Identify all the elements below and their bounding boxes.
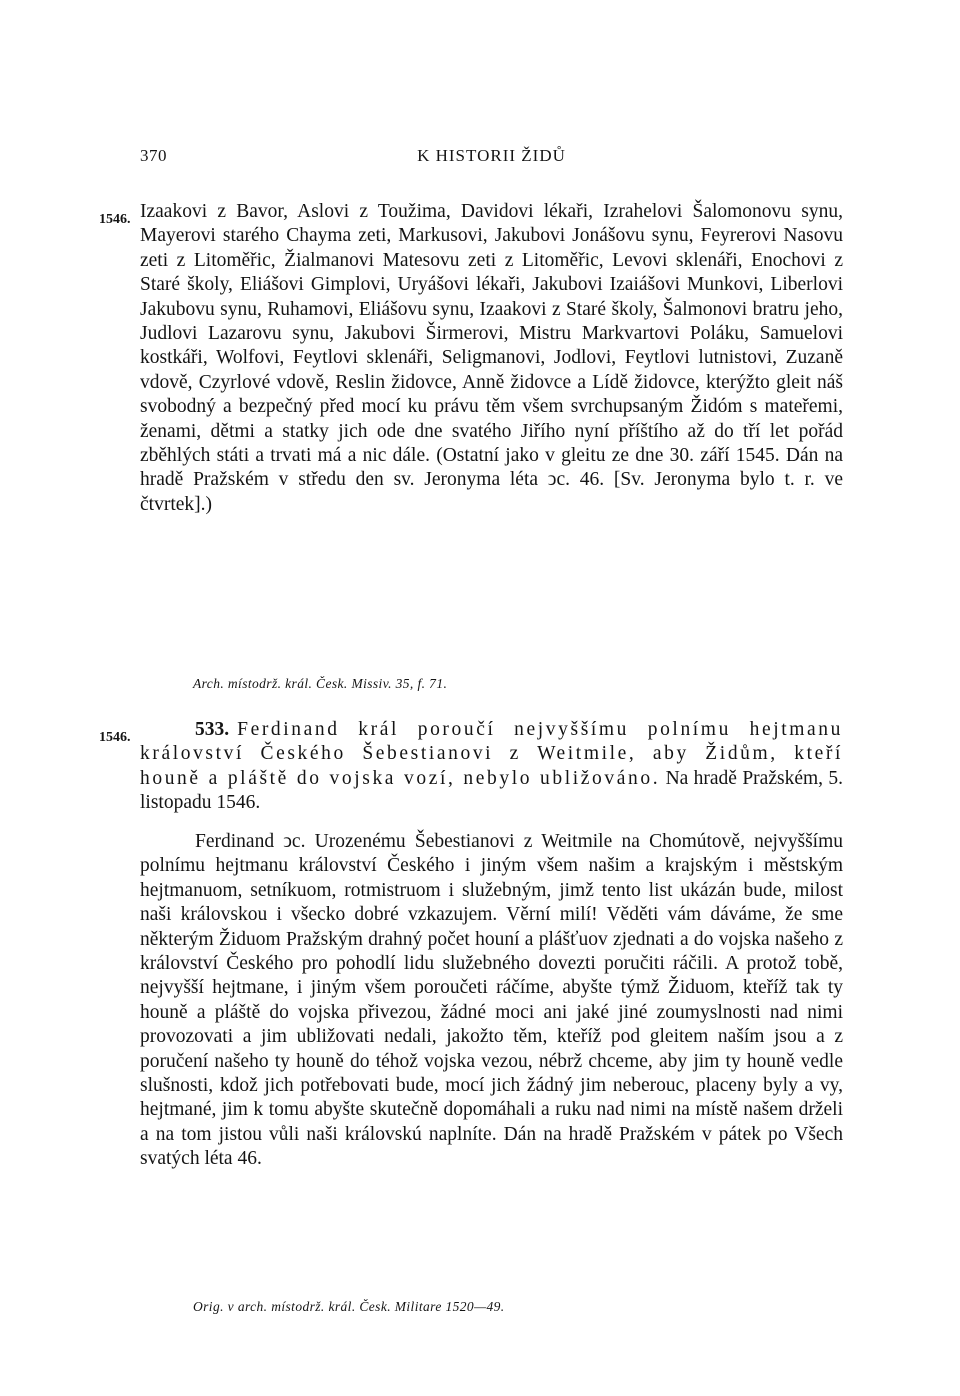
entry2-source: Orig. v arch. místodrž. král. Česk. Militare 1520—49. (193, 1299, 505, 1314)
document-title: Ferdinand král poroučí nejvyššímu polnímu hejtmanu království Českého Šebestianovi z Weitmile, aby Židům, kteří houně a pláště do vojska vozí, nebylo ubližováno. (140, 719, 843, 789)
entry2-body: Ferdinand ͻc. Urozenému Šebestianovi z Weitmile na Chomútově, nejvyššímu polnímu hejtmanu království Českého i jiným všem našim a krajským i městským hejtmanuom, setníkuom, rotmistruom i služebným, jimž tento list ukázán bude, milost naši královskou i všecko dobré vzkazujem. Věrní milí! Věděti vám dáváme, že sme některým Židuom Pražským drahný počet houní a plášťuov zjednati a do vojska našeho z království Českého pro pohodlí lidu služebného dovezti poručiti ráčili. A protož tobě, nejvyšší hejtmane, i jiným všem poroučeti ráčíme, abyšte týmž Židuom, kteříž tak ty houně a pláště do vojska přivezou, žádné moci ani jaké jiné zoumyslnosti nad nimi provozovati a jim ubližovati nedali, jakožto těm, kteříž pod gleitem naším jsou a z poručení našeho ty houně do téhož vojska vezou, nébrž chceme, aby jim ty houně vedle slušnosti, kdož jich potřebovati bude, mocí jich žádný jim neberouc, placeny byly a vy, hejtmané, jim k tomu abyšte skutečně dopomáhali a ruku nad nimi na místě našem drželi a na tom jistou vůli naši královskú naplníte. Dán na hradě Pražském v pátek po Všech svatých léta 46. (140, 831, 843, 1170)
page-number: 370 (140, 146, 167, 165)
entry2-year: 1546. (99, 730, 131, 745)
entry1-source: Arch. místodrž. král. Česk. Missiv. 35, f. 71. (193, 676, 448, 691)
entry2-heading (140, 718, 843, 816)
page-header (140, 146, 843, 172)
document-date-place: Na hradě Pražském, 5. listopadu 1546. (140, 767, 844, 814)
entry1-text: Izaakovi z Bavor, Aslovi z Toužima, Davidovi lékaři, Izrahelovi Šalomonovu synu, Mayerovi starého Chayma zeti, Markusovi, Jakubovi Jonášovu synu, Feyrerovi Nasovu zeti z Litoměřic, Žialmanovi Matesovu zeti z Litoměřic, Levovi sklenáři, Enochovi z Staré školy, Eliášovi Gimplovi, Uryášovi lékaři, Jakubovi Izaiášovi Munkovi, Liberlovi Jakubovu synu, Ruhamovi, Eliášovu synu, Izaakovi z Staré školy, Šalmonovi bratru jeho, Judlovi Lazarovu synu, Jakubovi Širmerovi, Mistru Markvartovi Poláku, Samuelovi kostkáři, Wolfovi, Feytlovi sklenáři, Seligmanovi, Jodlovi, Feytlovi lutnistovi, Zuzaně vdově, Czyrlové vdově, Reslin židovce, Anně židovce a Lídě židovce, kterýžto gleit náš svobodný a bezpečný před mocí ku právu těm všem svrchupsaným Židóm s mateřemi, ženami, dětmi a statky jich ode dne svatého Jiřího nyní příštího až do tří let pořád zběhlých státi a trvati má a nic dále. (Ostatní jako v gleitu ze dne 30. září 1545. Dán na hradě Pražském v středu den sv. Jeronyma léta ͻc. 46. [Sv. Jeronyma bylo t. r. ve čtvrtek].) (140, 201, 843, 515)
entry1-year: 1546. (99, 212, 131, 227)
running-title: K HISTORII ŽIDŮ (417, 146, 566, 165)
document-number: 533. (195, 719, 230, 740)
